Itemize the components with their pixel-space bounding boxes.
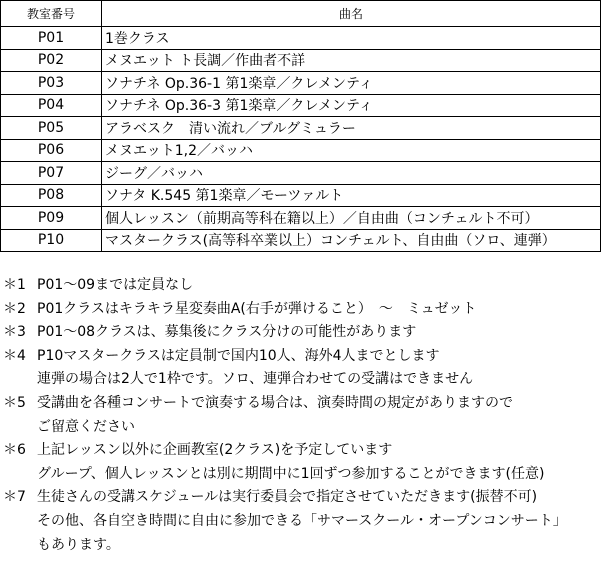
notes-section <box>0 274 602 557</box>
piece-name-cell[interactable]: マスタークラス(高等科卒業以上）コンチェルト、自由曲（ソロ、連弾） <box>102 229 601 252</box>
piece-name-cell[interactable]: アラベスク 清い流れ／ブルグミュラー <box>102 117 601 140</box>
class-code-cell[interactable]: P10 <box>1 229 102 252</box>
table-row <box>1 72 601 95</box>
class-code-cell[interactable]: P04 <box>1 94 102 117</box>
class-table <box>0 0 601 252</box>
note-line[interactable] <box>0 321 602 345</box>
table-header-row <box>1 1 601 27</box>
note-text: もあります。 <box>37 536 120 553</box>
class-code-cell[interactable]: P05 <box>1 117 102 140</box>
note-mark: ＊2 <box>3 300 26 317</box>
piece-name-cell[interactable]: メヌエット1,2／バッハ <box>102 139 601 162</box>
table-row <box>1 49 601 72</box>
class-code-cell[interactable]: P06 <box>1 139 102 162</box>
header-piece-name[interactable]: 曲名 <box>102 1 601 27</box>
piece-name-cell[interactable]: ソナチネ Op.36-1 第1楽章／クレメンティ <box>102 72 601 95</box>
piece-name-cell[interactable]: ソナタ K.545 第1楽章／モーツァルト <box>102 184 601 207</box>
piece-name-cell[interactable]: 1巻クラス <box>102 27 601 50</box>
note-line[interactable] <box>0 274 602 298</box>
note-text: ご留意ください <box>37 418 135 435</box>
note-text: P01～09までは定員なし <box>37 277 194 293</box>
note-text: 生徒さんの受講スケジュールは実行委員会で指定させていただきます(振替不可) <box>37 489 538 506</box>
note-line[interactable] <box>0 345 602 369</box>
table-row <box>1 117 601 140</box>
note-text: グループ、個人レッスンとは別に期間中に1回ずつ参加することができます(任意) <box>37 465 545 482</box>
note-text: 上記レッスン以外に企画教室(2クラス)を予定しています <box>37 442 393 459</box>
note-text: P01～08クラスは、募集後にクラス分けの可能性があります <box>37 324 417 341</box>
note-text: P01クラスはキラキラ星変奏曲A(右手が弾けること） ～ ミュゼット <box>37 300 477 317</box>
piece-name-cell[interactable]: ジーグ／バッハ <box>102 162 601 185</box>
note-line[interactable] <box>0 439 602 463</box>
class-code-cell[interactable]: P08 <box>1 184 102 207</box>
class-code-cell[interactable]: P07 <box>1 162 102 185</box>
note-mark: ＊7 <box>3 489 26 506</box>
note-mark: ＊5 <box>3 394 26 411</box>
class-code-cell[interactable]: P01 <box>1 27 102 50</box>
note-mark: ＊1 <box>3 277 26 293</box>
class-code-cell[interactable]: P09 <box>1 207 102 230</box>
class-code-cell[interactable]: P02 <box>1 49 102 72</box>
table-row <box>1 27 601 50</box>
note-mark: ＊6 <box>3 442 26 459</box>
note-text: 連弾の場合は2人で1枠です。ソロ、連弾合わせての受講はできません <box>37 371 474 388</box>
table-row <box>1 229 601 252</box>
note-text: その他、各自空き時間に自由に参加できる「サマースクール・オープンコンサート」 <box>37 512 567 529</box>
note-mark: ＊3 <box>3 324 26 341</box>
note-line[interactable] <box>0 298 602 322</box>
note-text: P10マスタークラスは定員制で国内10人、海外4人までとします <box>37 347 440 364</box>
note-line[interactable] <box>0 486 602 510</box>
table-row <box>1 162 601 185</box>
table-row <box>1 139 601 162</box>
note-continuation-line[interactable] <box>0 368 602 392</box>
piece-name-cell[interactable]: ソナチネ Op.36-3 第1楽章／クレメンティ <box>102 94 601 117</box>
note-line[interactable] <box>0 392 602 416</box>
note-text: 受講曲を各種コンサートで演奏する場合は、演奏時間の規定がありますので <box>37 394 513 411</box>
note-continuation-line[interactable] <box>0 416 602 440</box>
note-continuation-line[interactable] <box>0 463 602 487</box>
table-row <box>1 207 601 230</box>
note-continuation-line[interactable] <box>0 534 602 558</box>
table-row <box>1 184 601 207</box>
table-row <box>1 94 601 117</box>
note-continuation-line[interactable] <box>0 510 602 534</box>
class-code-cell[interactable]: P03 <box>1 72 102 95</box>
piece-name-cell[interactable]: 個人レッスン（前期高等科在籍以上）／自由曲（コンチェルト不可） <box>102 207 601 230</box>
note-mark: ＊4 <box>3 347 26 364</box>
piece-name-cell[interactable]: メヌエット ト長調／作曲者不詳 <box>102 49 601 72</box>
header-class-number[interactable]: 教室番号 <box>1 1 102 27</box>
